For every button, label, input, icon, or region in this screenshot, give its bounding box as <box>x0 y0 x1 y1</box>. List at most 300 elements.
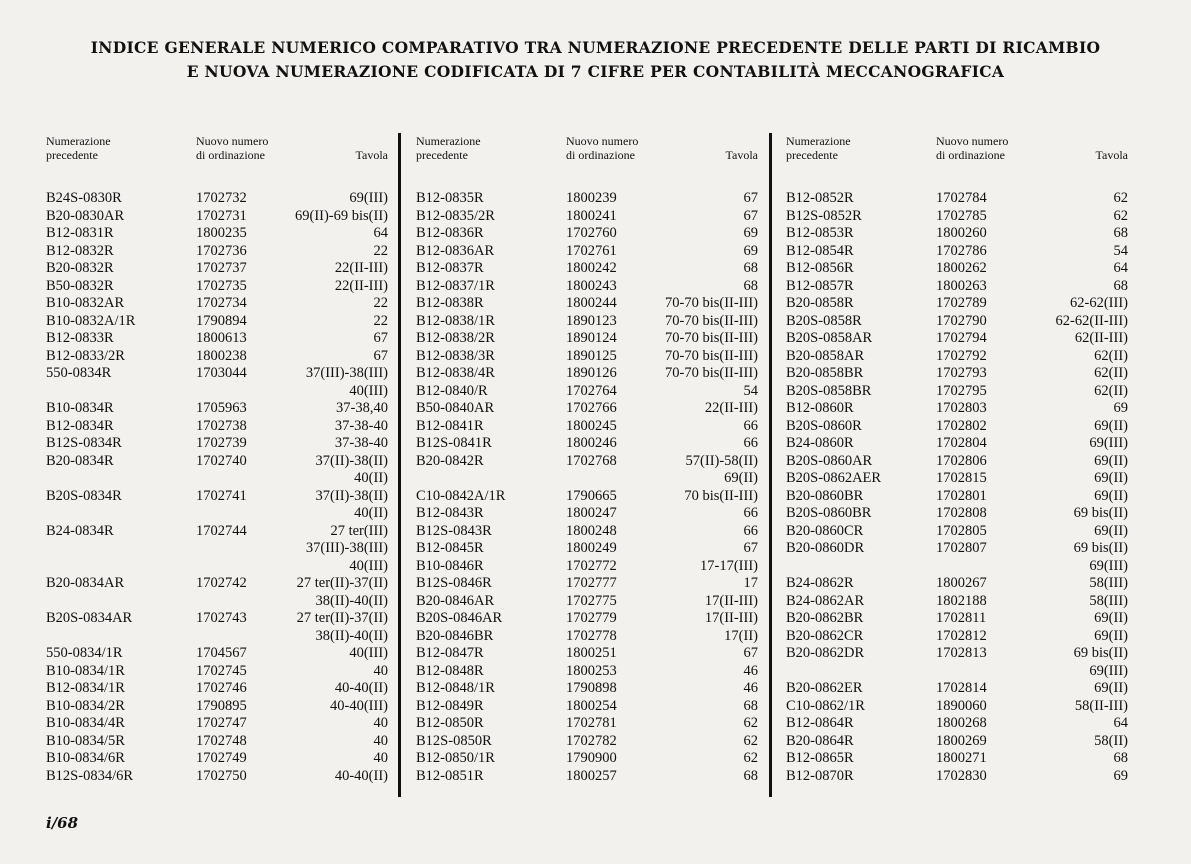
cell-new-number: 1800245 <box>566 417 617 434</box>
table-row <box>46 470 388 488</box>
header-prev-line2: precedente <box>46 148 98 162</box>
cell-tavola: 22 <box>373 242 388 259</box>
cell-new-number: 1702760 <box>566 225 617 241</box>
cell-prev-number: B12-0836AR <box>416 242 495 259</box>
cell-new-number: 1800243 <box>566 277 617 294</box>
cell-prev-number: B12-0838/1R <box>416 312 495 329</box>
cell-new-number: 1890125 <box>566 347 617 364</box>
table-row <box>416 383 758 401</box>
cell-prev-number: B20-0862BR <box>786 610 864 626</box>
cell-tavola: 46 <box>743 680 758 696</box>
cell-prev-number: B12-0856R <box>786 260 854 276</box>
table-row <box>416 698 758 716</box>
cell-new-number: 1702735 <box>196 277 247 294</box>
cell-new-number: 1800268 <box>936 715 987 731</box>
cell-tavola: 54 <box>743 382 758 399</box>
cell-prev-number: B20-0862DR <box>786 645 865 661</box>
table-row <box>786 628 1128 646</box>
cell-tavola: 62 <box>743 732 758 749</box>
column-divider <box>769 133 772 797</box>
cell-tavola: 57(II)-58(II) <box>685 452 758 469</box>
title-line-2: E NUOVA NUMERAZIONE CODIFICATA DI 7 CIFRE PER CONTABILITÀ MECCANOGRAFICA <box>186 62 1005 81</box>
table-row <box>786 558 1128 576</box>
cell-tavola: 22 <box>373 295 388 311</box>
table-row <box>46 540 388 558</box>
header-new-line2: di ordinazione <box>566 148 635 162</box>
cell-new-number: 1702750 <box>196 767 247 784</box>
cell-new-number: 1890060 <box>936 697 987 714</box>
header-new-line1: Nuovo numero <box>566 134 639 148</box>
cell-tavola: 37-38-40 <box>334 417 388 434</box>
cell-tavola: 37-38,40 <box>336 400 388 416</box>
table-row <box>46 523 388 541</box>
cell-new-number: 1702746 <box>196 680 247 696</box>
cell-new-number: 1702768 <box>566 452 617 469</box>
table-row <box>46 663 388 681</box>
table-row <box>786 645 1128 663</box>
table-row <box>416 208 758 226</box>
cell-new-number: 1702778 <box>566 627 617 644</box>
cell-prev-number: B12-0854R <box>786 242 854 259</box>
cell-prev-number: B50-0832R <box>46 277 114 294</box>
table-row <box>46 348 388 366</box>
table-row <box>786 733 1128 751</box>
cell-tavola: 40 <box>373 662 388 679</box>
table-row <box>786 400 1128 418</box>
table-rows <box>416 190 758 785</box>
table-row <box>46 435 388 453</box>
table-row <box>46 733 388 751</box>
cell-tavola: 58(II-III) <box>1074 697 1128 714</box>
cell-new-number: 1702738 <box>196 417 247 434</box>
cell-prev-number: B12S-0843R <box>416 522 492 539</box>
cell-new-number: 1790895 <box>196 697 247 714</box>
cell-tavola: 68 <box>1113 750 1128 766</box>
table-row <box>416 348 758 366</box>
cell-tavola: 64 <box>373 225 388 241</box>
cell-tavola: 67 <box>743 540 758 556</box>
header-new <box>196 134 316 162</box>
table-row <box>786 715 1128 733</box>
table-row <box>46 400 388 418</box>
table-row <box>46 225 388 243</box>
cell-prev-number: B12-0850R <box>416 715 484 731</box>
cell-tavola: 69(II)-69 bis(II) <box>294 207 388 224</box>
table-row <box>46 610 388 628</box>
cell-prev-number: B12-0870R <box>786 767 854 784</box>
cell-prev-number: B20-0842R <box>416 452 484 469</box>
cell-prev-number: B12S-0834R <box>46 435 122 451</box>
cell-new-number: 1702748 <box>196 732 247 749</box>
cell-prev-number: B10-0834/6R <box>46 750 125 766</box>
cell-prev-number: B20-0846BR <box>416 627 494 644</box>
table-row <box>46 680 388 698</box>
table-row <box>786 488 1128 506</box>
table-row <box>416 313 758 331</box>
table-row <box>46 768 388 786</box>
cell-prev-number: B12-0833/2R <box>46 347 125 364</box>
table-row <box>46 365 388 383</box>
cell-new-number: 1705963 <box>196 400 247 416</box>
cell-new-number: 1702808 <box>936 505 987 521</box>
cell-tavola: 62 <box>743 715 758 731</box>
cell-prev-number: B12-0852R <box>786 190 854 206</box>
cell-new-number: 1702782 <box>566 732 617 749</box>
table-row <box>416 750 758 768</box>
header-tavola: Tavola <box>1095 148 1128 162</box>
cell-tavola: 66 <box>743 417 758 434</box>
cell-tavola: 62(II) <box>1094 382 1128 399</box>
cell-tavola: 62 <box>1113 207 1128 224</box>
cell-new-number: 1800267 <box>936 575 987 591</box>
table-row <box>786 470 1128 488</box>
cell-prev-number: 550-0834R <box>46 365 112 381</box>
table-row <box>416 645 758 663</box>
table-row <box>416 558 758 576</box>
table-row <box>416 715 758 733</box>
cell-prev-number: B20-0858AR <box>786 347 865 364</box>
cell-prev-number: B12-0838/3R <box>416 347 495 364</box>
cell-new-number: 1702830 <box>936 767 987 784</box>
page-number: i/68 <box>46 814 79 832</box>
table-row <box>46 330 388 348</box>
cell-tavola: 67 <box>743 207 758 224</box>
header-prev-line2: precedente <box>786 148 838 162</box>
cell-new-number: 1702739 <box>196 435 247 451</box>
cell-new-number: 1702789 <box>936 295 987 311</box>
table-row <box>46 628 388 646</box>
cell-prev-number: B12-0849R <box>416 697 484 714</box>
header-tavola: Tavola <box>355 148 388 162</box>
cell-prev-number: B12-0840/R <box>416 382 488 399</box>
cell-prev-number: B20-0862CR <box>786 627 864 644</box>
cell-new-number: 1704567 <box>196 645 247 661</box>
cell-new-number: 1702795 <box>936 382 987 399</box>
cell-new-number: 1702742 <box>196 575 247 591</box>
table-row <box>416 295 758 313</box>
table-rows <box>46 190 388 785</box>
cell-tavola: 69(II) <box>1094 487 1128 504</box>
cell-new-number: 1800239 <box>566 190 617 206</box>
cell-prev-number: B12-0837/1R <box>416 277 495 294</box>
cell-new-number: 1702741 <box>196 487 247 504</box>
cell-prev-number: C10-0842A/1R <box>416 487 506 504</box>
table-row <box>46 295 388 313</box>
table-row <box>786 295 1128 313</box>
table-row <box>786 383 1128 401</box>
cell-tavola: 68 <box>743 697 758 714</box>
table-row <box>416 680 758 698</box>
cell-new-number: 1800244 <box>566 295 617 311</box>
cell-new-number: 1800271 <box>936 750 987 766</box>
table-row <box>46 190 388 208</box>
cell-prev-number: B24-0862R <box>786 575 854 591</box>
cell-tavola: 69 <box>743 242 758 259</box>
cell-prev-number: B12-0836R <box>416 225 484 241</box>
cell-new-number: 1800257 <box>566 767 617 784</box>
cell-new-number: 1800247 <box>566 505 617 521</box>
cell-prev-number: C10-0862/1R <box>786 697 865 714</box>
cell-prev-number: B20-0834R <box>46 452 114 469</box>
cell-tavola: 62-62(II-III) <box>1055 312 1128 329</box>
table-row <box>46 418 388 436</box>
cell-tavola: 67 <box>743 645 758 661</box>
cell-tavola: 54 <box>1113 242 1128 259</box>
cell-prev-number: B20S-0858BR <box>786 382 872 399</box>
table-row <box>46 488 388 506</box>
cell-tavola: 67 <box>373 330 388 346</box>
cell-tavola: 62(II-III) <box>1074 330 1128 346</box>
cell-new-number: 1800238 <box>196 347 247 364</box>
cell-prev-number: B12-0864R <box>786 715 854 731</box>
cell-prev-number: B20S-0860R <box>786 417 862 434</box>
cell-tavola: 17-17(III) <box>700 557 758 574</box>
table-row <box>46 593 388 611</box>
cell-prev-number: B12-0833R <box>46 330 114 346</box>
table-row <box>786 505 1128 523</box>
cell-tavola: 17(II) <box>724 627 758 644</box>
cell-tavola: 38(II)-40(II) <box>315 627 388 644</box>
cell-tavola: 37-38-40 <box>334 435 388 451</box>
table-row <box>416 628 758 646</box>
cell-prev-number: B20-0832R <box>46 260 114 276</box>
table-row <box>46 278 388 296</box>
table-row <box>46 575 388 593</box>
cell-prev-number: B12-0838/2R <box>416 330 495 346</box>
cell-tavola: 17(II-III) <box>704 610 758 626</box>
cell-tavola: 40-40(II) <box>334 767 388 784</box>
cell-new-number: 1800253 <box>566 662 617 679</box>
cell-tavola: 40(III) <box>349 557 388 574</box>
cell-tavola: 69 bis(II) <box>1073 540 1128 556</box>
table-row <box>416 190 758 208</box>
cell-new-number: 1890126 <box>566 365 617 381</box>
header-prev-line1: Numerazione <box>786 134 851 148</box>
table-row <box>786 768 1128 786</box>
cell-prev-number: B10-0834R <box>46 400 114 416</box>
cell-new-number: 1702779 <box>566 610 617 626</box>
cell-tavola: 27 ter(II)-37(II) <box>296 610 388 626</box>
cell-new-number: 1800241 <box>566 207 617 224</box>
table-row <box>46 645 388 663</box>
cell-new-number: 1702734 <box>196 295 247 311</box>
cell-tavola: 69(II) <box>1094 610 1128 626</box>
table-row <box>786 523 1128 541</box>
cell-prev-number: B12-0838R <box>416 295 484 311</box>
cell-new-number: 1800254 <box>566 697 617 714</box>
cell-prev-number: B10-0834/4R <box>46 715 125 731</box>
cell-prev-number: B12-0831R <box>46 225 114 241</box>
cell-new-number: 1702806 <box>936 452 987 469</box>
cell-prev-number: B12-0865R <box>786 750 854 766</box>
cell-new-number: 1702747 <box>196 715 247 731</box>
cell-prev-number: B12-0832R <box>46 242 114 259</box>
table-row <box>46 208 388 226</box>
cell-prev-number: B12-0835R <box>416 190 484 206</box>
cell-tavola: 27 ter(III) <box>330 522 388 539</box>
header-prev <box>46 134 186 162</box>
table-row <box>416 488 758 506</box>
cell-new-number: 1702785 <box>936 207 987 224</box>
table-row <box>786 365 1128 383</box>
cell-new-number: 1702792 <box>936 347 987 364</box>
cell-prev-number: B10-0834/1R <box>46 662 125 679</box>
cell-prev-number: B50-0840AR <box>416 400 495 416</box>
cell-tavola: 40(II) <box>354 470 388 486</box>
cell-new-number: 1800613 <box>196 330 247 346</box>
table-row <box>786 243 1128 261</box>
cell-new-number: 1790665 <box>566 487 617 504</box>
cell-prev-number: B24S-0830R <box>46 190 122 206</box>
table-column-1 <box>46 132 388 802</box>
cell-new-number: 1800251 <box>566 645 617 661</box>
cell-prev-number: B12-0845R <box>416 540 484 556</box>
header-tavola: Tavola <box>725 148 758 162</box>
cell-prev-number: B12-0860R <box>786 400 854 416</box>
cell-prev-number: B20S-0860AR <box>786 452 873 469</box>
cell-new-number: 1702801 <box>936 487 987 504</box>
cell-tavola: 17(II-III) <box>704 592 758 609</box>
cell-prev-number: B20-0860DR <box>786 540 865 556</box>
cell-tavola: 69(II) <box>724 470 758 486</box>
cell-prev-number: B12S-0850R <box>416 732 492 749</box>
table-row <box>416 505 758 523</box>
cell-prev-number: B20S-0860BR <box>786 505 872 521</box>
cell-tavola: 66 <box>743 505 758 521</box>
cell-prev-number: B12-0838/4R <box>416 365 495 381</box>
cell-tavola: 70 bis(II-III) <box>684 487 758 504</box>
cell-new-number: 1702805 <box>936 522 987 539</box>
table-row <box>786 663 1128 681</box>
cell-tavola: 69 <box>1113 767 1128 784</box>
cell-new-number: 1702786 <box>936 242 987 259</box>
cell-new-number: 1703044 <box>196 365 247 381</box>
cell-tavola: 69 <box>743 225 758 241</box>
cell-new-number: 1702802 <box>936 417 987 434</box>
table-row <box>786 348 1128 366</box>
table-row <box>416 733 758 751</box>
cell-prev-number: B20S-0858AR <box>786 330 873 346</box>
table-row <box>416 523 758 541</box>
cell-tavola: 66 <box>743 435 758 451</box>
cell-tavola: 64 <box>1113 260 1128 276</box>
table-row <box>416 610 758 628</box>
cell-prev-number: B20-0860BR <box>786 487 864 504</box>
cell-prev-number: B20S-0846AR <box>416 610 503 626</box>
cell-tavola: 69(III) <box>1089 662 1128 679</box>
cell-prev-number: B12-0847R <box>416 645 484 661</box>
cell-prev-number: B12-0843R <box>416 505 484 521</box>
table-row <box>786 278 1128 296</box>
cell-prev-number: B10-0846R <box>416 557 484 574</box>
cell-prev-number: B12S-0834/6R <box>46 767 134 784</box>
cell-new-number: 1702814 <box>936 680 987 696</box>
table-column-3 <box>786 132 1128 802</box>
table-row <box>416 330 758 348</box>
cell-tavola: 58(II) <box>1094 732 1128 749</box>
cell-new-number: 1702745 <box>196 662 247 679</box>
cell-new-number: 1702775 <box>566 592 617 609</box>
cell-new-number: 1702811 <box>936 610 987 626</box>
table-row <box>46 698 388 716</box>
cell-tavola: 27 ter(II)-37(II) <box>296 575 388 591</box>
cell-prev-number: B20-0846AR <box>416 592 495 609</box>
cell-tavola: 38(II)-40(II) <box>315 592 388 609</box>
cell-tavola: 69 <box>1113 400 1128 416</box>
cell-new-number: 1702744 <box>196 522 247 539</box>
cell-tavola: 58(III) <box>1089 592 1128 609</box>
cell-prev-number: B24-0862AR <box>786 592 865 609</box>
cell-tavola: 69(III) <box>1089 557 1128 574</box>
cell-prev-number: B12-0834/1R <box>46 680 125 696</box>
cell-new-number: 1702781 <box>566 715 617 731</box>
cell-tavola: 69(III) <box>349 190 388 206</box>
column-header <box>416 132 758 172</box>
table-row <box>416 418 758 436</box>
cell-prev-number: B12-0834R <box>46 417 114 434</box>
cell-tavola: 40 <box>373 732 388 749</box>
cell-tavola: 70-70 bis(II-III) <box>664 347 758 364</box>
cell-new-number: 1702790 <box>936 312 987 329</box>
cell-tavola: 40 <box>373 750 388 766</box>
cell-new-number: 1890124 <box>566 330 617 346</box>
cell-tavola: 68 <box>1113 277 1128 294</box>
title-line-1: INDICE GENERALE NUMERICO COMPARATIVO TRA NUMERAZIONE PRECEDENTE DELLE PARTI DI RICAMBIO <box>90 38 1101 57</box>
header-new <box>936 134 1056 162</box>
cell-tavola: 40(III) <box>349 645 388 661</box>
cell-tavola: 69(III) <box>1089 435 1128 451</box>
cell-tavola: 58(III) <box>1089 575 1128 591</box>
table-row <box>786 680 1128 698</box>
table-row <box>786 330 1128 348</box>
cell-prev-number: B20S-0858R <box>786 312 862 329</box>
table-row <box>786 190 1128 208</box>
cell-prev-number: B10-0832A/1R <box>46 312 136 329</box>
table-row <box>46 383 388 401</box>
cell-prev-number: B24-0860R <box>786 435 854 451</box>
cell-new-number: 1702772 <box>566 557 617 574</box>
table-row <box>416 663 758 681</box>
table-row <box>786 435 1128 453</box>
cell-new-number: 1702784 <box>936 190 987 206</box>
cell-prev-number: B20-0858BR <box>786 365 864 381</box>
cell-tavola: 40-40(III) <box>330 697 388 714</box>
cell-new-number: 1702815 <box>936 470 987 486</box>
column-header <box>786 132 1128 172</box>
cell-tavola: 70-70 bis(II-III) <box>664 312 758 329</box>
table-row <box>416 575 758 593</box>
cell-tavola: 22(II-III) <box>334 277 388 294</box>
table-row <box>46 750 388 768</box>
table-row <box>786 418 1128 436</box>
header-prev <box>786 134 926 162</box>
header-new-line1: Nuovo numero <box>936 134 1009 148</box>
cell-new-number: 1800262 <box>936 260 987 276</box>
cell-prev-number: B10-0834/5R <box>46 732 125 749</box>
page-title <box>0 36 1191 84</box>
cell-prev-number: B10-0832AR <box>46 295 125 311</box>
table-row <box>46 260 388 278</box>
cell-new-number: 1702743 <box>196 610 247 626</box>
table-row <box>786 575 1128 593</box>
table-row <box>46 715 388 733</box>
column-header <box>46 132 388 172</box>
cell-new-number: 1802188 <box>936 592 987 609</box>
cell-prev-number: B12-0841R <box>416 417 484 434</box>
cell-new-number: 1790898 <box>566 680 617 696</box>
cell-prev-number: B24-0834R <box>46 522 114 539</box>
table-row <box>416 470 758 488</box>
